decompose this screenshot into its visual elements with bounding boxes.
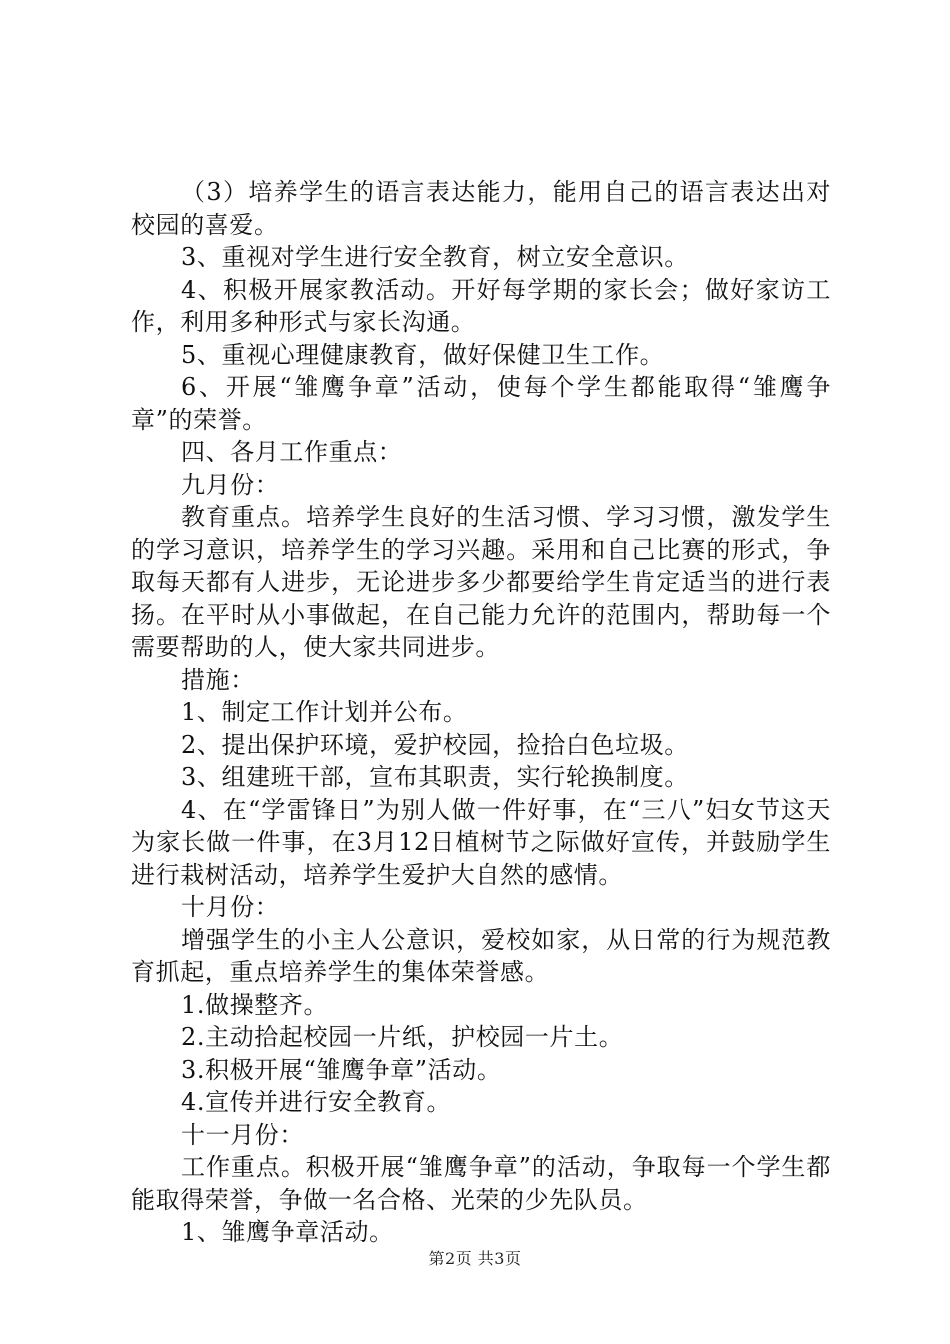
month-heading: 十月份： [181, 893, 280, 921]
paragraph: 工作重点。积极开展“雏鹰争章”的活动，争取每一个学生都能取得荣誉，争做一名合格、光荣的少先队员。 [131, 1153, 831, 1214]
subheading: 措施： [181, 665, 255, 694]
month-heading: 十一月份： [181, 1120, 304, 1149]
paragraph: 教育重点。培养学生良好的生活习惯、学习习惯，激发学生的学习意识，培养学生的学习兴趣。采用和自己比赛的形式，争取每天都有人进步，无论进步多少都要给学生肯定适当的进行表扬。在平时从小事做起，在自己能力允许的范围内，帮助每一个需要帮助的人，使大家共同进步。 [131, 503, 831, 661]
month-heading: 九月份： [181, 470, 280, 499]
list-item: 4.宣传并进行安全教育。 [181, 1088, 452, 1116]
list-item: 4、在“学雷锋日”为别人做一件好事，在“三八”妇女节这天为家长做一件事，在3月12日植树节之际做好宣传，并鼓励学生进行栽树活动，培养学生爱护大自然的感情。 [131, 795, 831, 889]
list-item: 2.主动拾起校园一片纸，护校园一片土。 [181, 1023, 624, 1051]
paragraph: 5、重视心理健康教育，做好保健卫生工作。 [181, 340, 665, 369]
paragraph: 3、重视对学生进行安全教育，树立安全意识。 [181, 243, 689, 271]
paragraph: （3）培养学生的语言表达能力，能用自己的语言表达出对校园的喜爱。 [131, 178, 831, 239]
paragraph: 4、积极开展家教活动。开好每学期的家长会；做好家访工作，利用多种形式与家长沟通。 [131, 275, 831, 336]
paragraph: 6、开展“雏鹰争章”活动，使每个学生都能取得“雏鹰争章”的荣誉。 [131, 373, 831, 434]
document-body [131, 176, 831, 1249]
page-number-footer: 第2页 共3页 [428, 1249, 522, 1268]
list-item: 1、雏鹰争章活动。 [181, 1218, 394, 1246]
paragraph: 增强学生的小主人公意识，爱校如家，从日常的行为规范教育抓起，重点培养学生的集体荣誉感。 [131, 925, 831, 986]
list-item: 3、组建班干部，宣布其职责，实行轮换制度。 [181, 763, 689, 791]
list-item: 2、提出保护环境，爱护校园，捡拾白色垃圾。 [181, 730, 689, 759]
list-item: 1、制定工作计划并公布。 [181, 698, 468, 726]
list-item: 3.积极开展“雏鹰争章”活动。 [181, 1055, 502, 1084]
list-item: 1.做操整齐。 [181, 990, 329, 1019]
section-heading: 四、各月工作重点： [181, 438, 403, 466]
